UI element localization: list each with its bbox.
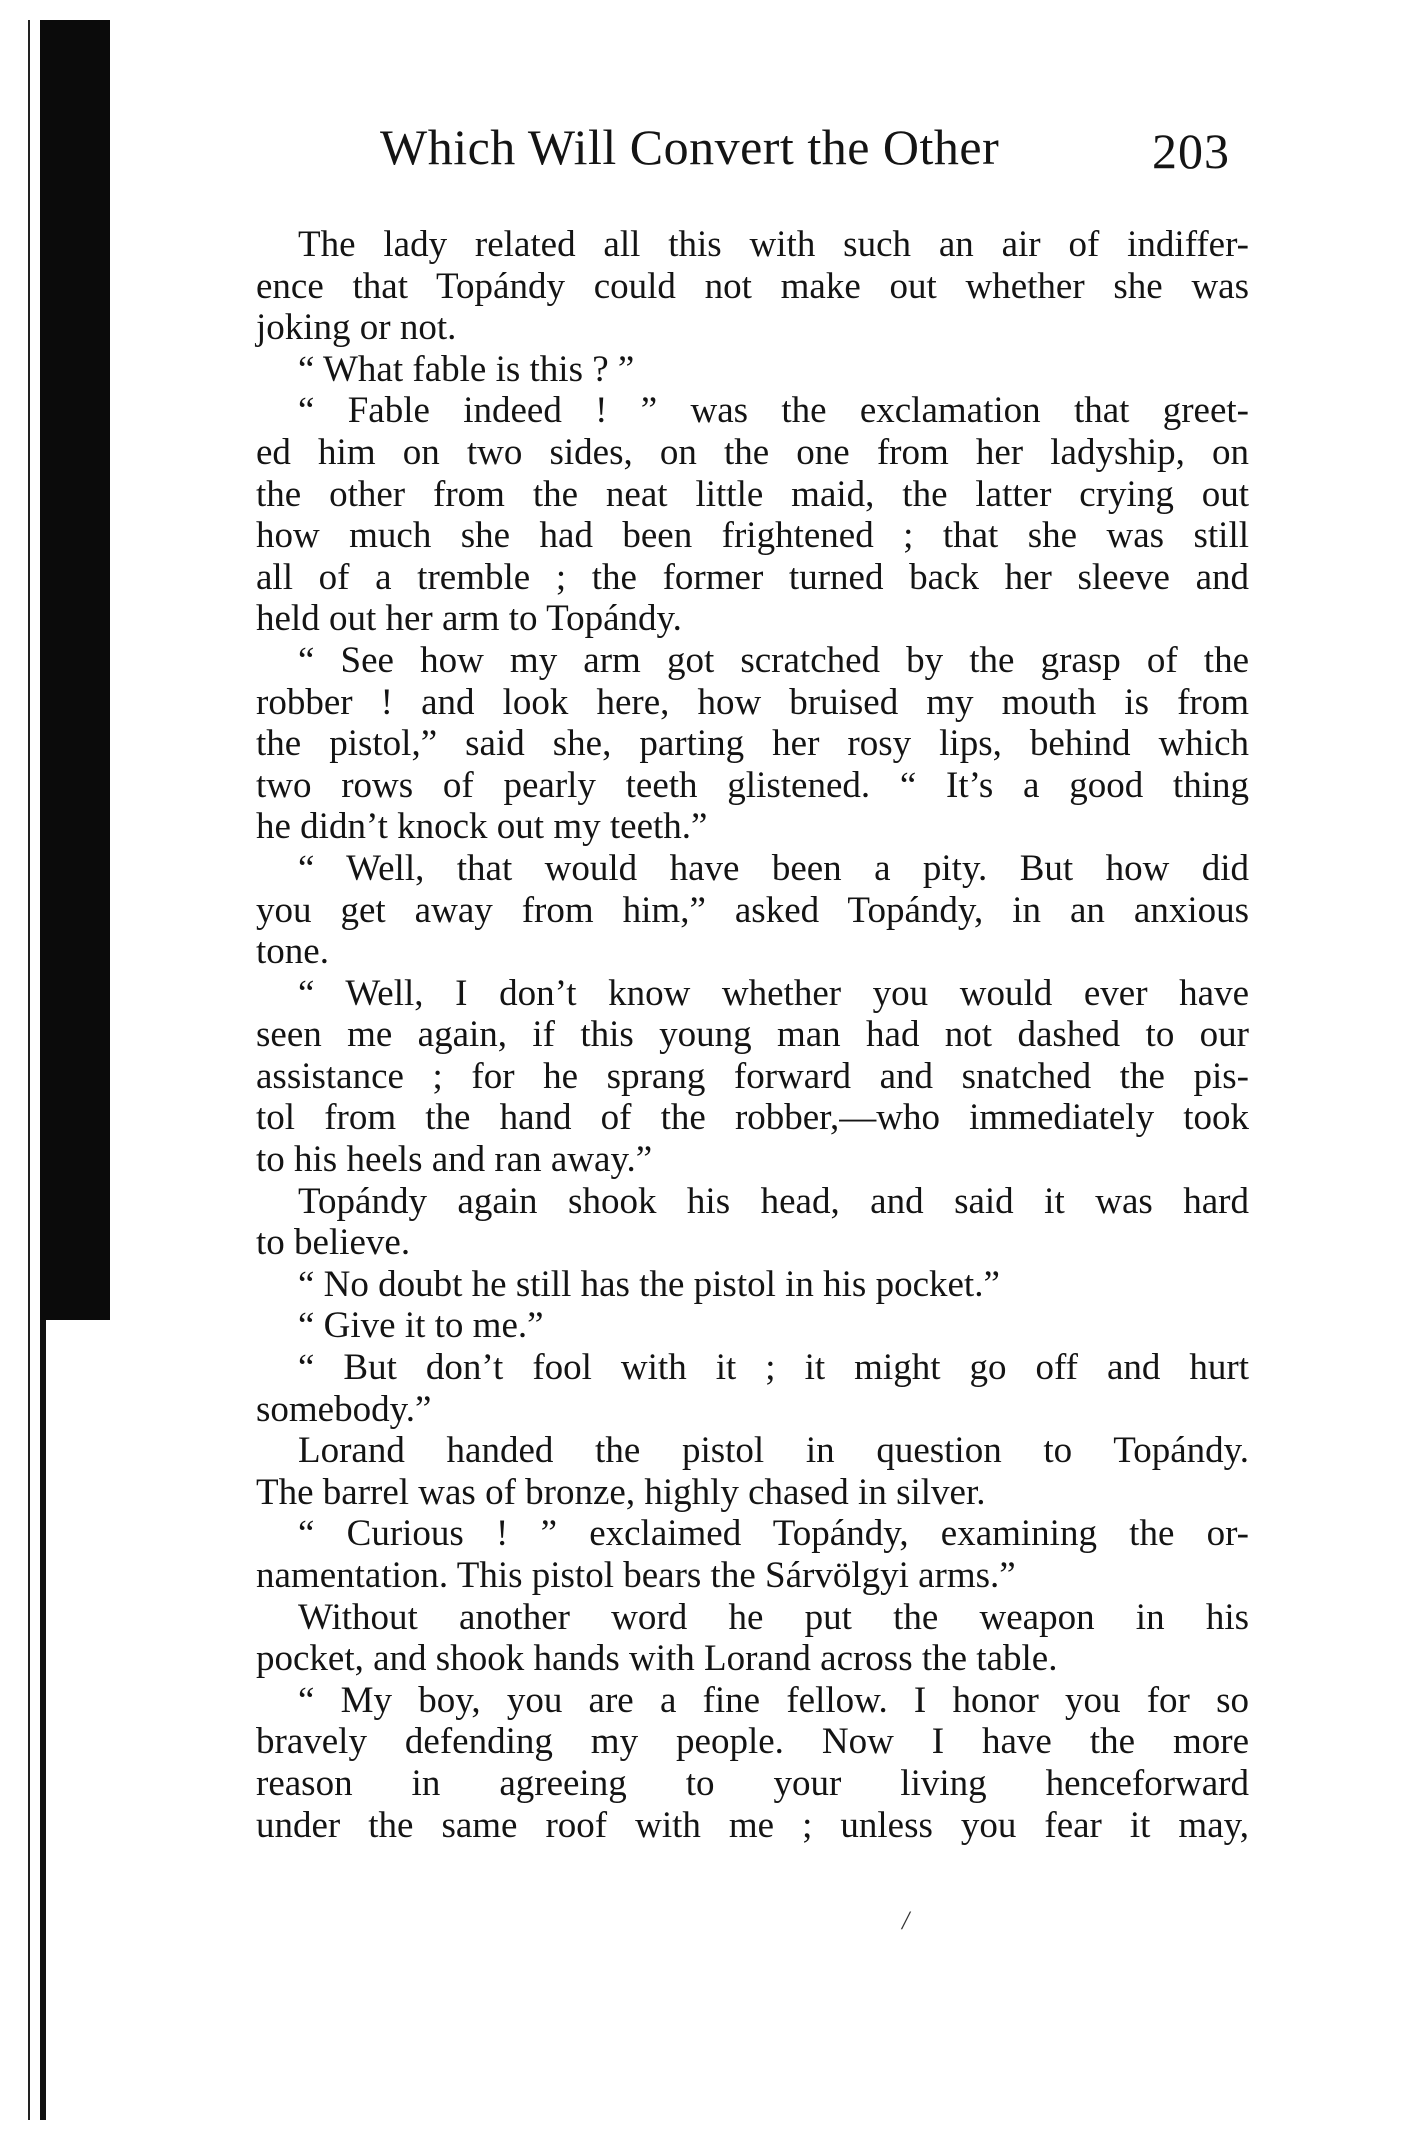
- text-line: reason in agreeing to your living henceforward: [256, 1762, 1249, 1804]
- text-line: you get away from him,” asked Topándy, in an anxious: [256, 889, 1249, 931]
- text-line: two rows of pearly teeth glistened. “ It’s a good thing: [256, 764, 1249, 806]
- text-line: all of a tremble ; the former turned back her sleeve and: [256, 556, 1249, 598]
- text-line: how much she had been frightened ; that she was still: [256, 515, 1249, 557]
- text-line: tol from the hand of the robber,—who immediately took: [256, 1097, 1249, 1139]
- text-line: “ Give it to me.”: [298, 1305, 544, 1347]
- scan-gutter-shadow: [40, 20, 110, 1320]
- text-line: under the same roof with me ; unless you fear it may,: [256, 1804, 1249, 1846]
- text-line: somebody.”: [256, 1388, 432, 1430]
- text-line: “ Well, that would have been a pity. But how did: [298, 847, 1249, 889]
- text-line: to his heels and ran away.”: [256, 1139, 653, 1181]
- text-line: he didn’t knock out my teeth.”: [256, 806, 708, 848]
- text-line: “ Well, I don’t know whether you would ever have: [298, 972, 1249, 1014]
- text-line: tone.: [256, 931, 329, 973]
- text-line: ence that Topándy could not make out whether she was: [256, 265, 1249, 307]
- text-line: namentation. This pistol bears the Sárvölgyi arms.”: [256, 1555, 1016, 1596]
- page-header: [380, 118, 1280, 188]
- text-line: The lady related all this with such an air of indiffer-: [298, 224, 1249, 265]
- text-line: “ See how my arm got scratched by the grasp of the: [298, 639, 1249, 681]
- text-line: “ But don’t fool with it ; it might go off and hurt: [298, 1347, 1249, 1389]
- text-line: pocket, and shook hands with Lorand across the table.: [256, 1638, 1058, 1680]
- text-line: robber ! and look here, how bruised my mouth is from: [256, 681, 1249, 723]
- text-line: joking or not.: [256, 307, 457, 349]
- text-line: “ Curious ! ” exclaimed Topándy, examining the or-: [298, 1513, 1249, 1555]
- text-line: “ What fable is this ? ”: [298, 348, 635, 390]
- running-title: Which Will Convert the Other: [380, 119, 1000, 175]
- text-line: Topándy again shook his head, and said it was hard: [298, 1180, 1249, 1222]
- text-line: “ No doubt he still has the pistol in his pocket.”: [298, 1263, 1000, 1305]
- text-line: bravely defending my people. Now I have the more: [256, 1721, 1249, 1763]
- text-line: ed him on two sides, on the one from her ladyship, on: [256, 431, 1249, 473]
- text-line: “ My boy, you are a fine fellow. I honor you for so: [298, 1679, 1249, 1721]
- scan-gutter-line: [40, 1320, 46, 2120]
- body-text: [256, 224, 1249, 1846]
- text-line: The barrel was of bronze, highly chased in silver.: [256, 1471, 986, 1513]
- stray-mark: /: [902, 1906, 910, 1935]
- text-line: “ Fable indeed ! ” was the exclamation that greet-: [298, 390, 1249, 432]
- text-line: assistance ; for he sprang forward and snatched the pis-: [256, 1055, 1249, 1097]
- text-line: the pistol,” said she, parting her rosy lips, behind which: [256, 723, 1249, 765]
- text-line: Without another word he put the weapon in his: [298, 1596, 1249, 1638]
- text-line: Lorand handed the pistol in question to Topándy.: [298, 1430, 1249, 1472]
- page-number: 203: [1152, 123, 1230, 179]
- text-line: to believe.: [256, 1222, 411, 1264]
- text-line: the other from the neat little maid, the latter crying out: [256, 473, 1249, 515]
- scan-edge-line: [28, 20, 30, 2120]
- text-line: held out her arm to Topándy.: [256, 598, 682, 640]
- text-line: seen me again, if this young man had not dashed to our: [256, 1014, 1249, 1056]
